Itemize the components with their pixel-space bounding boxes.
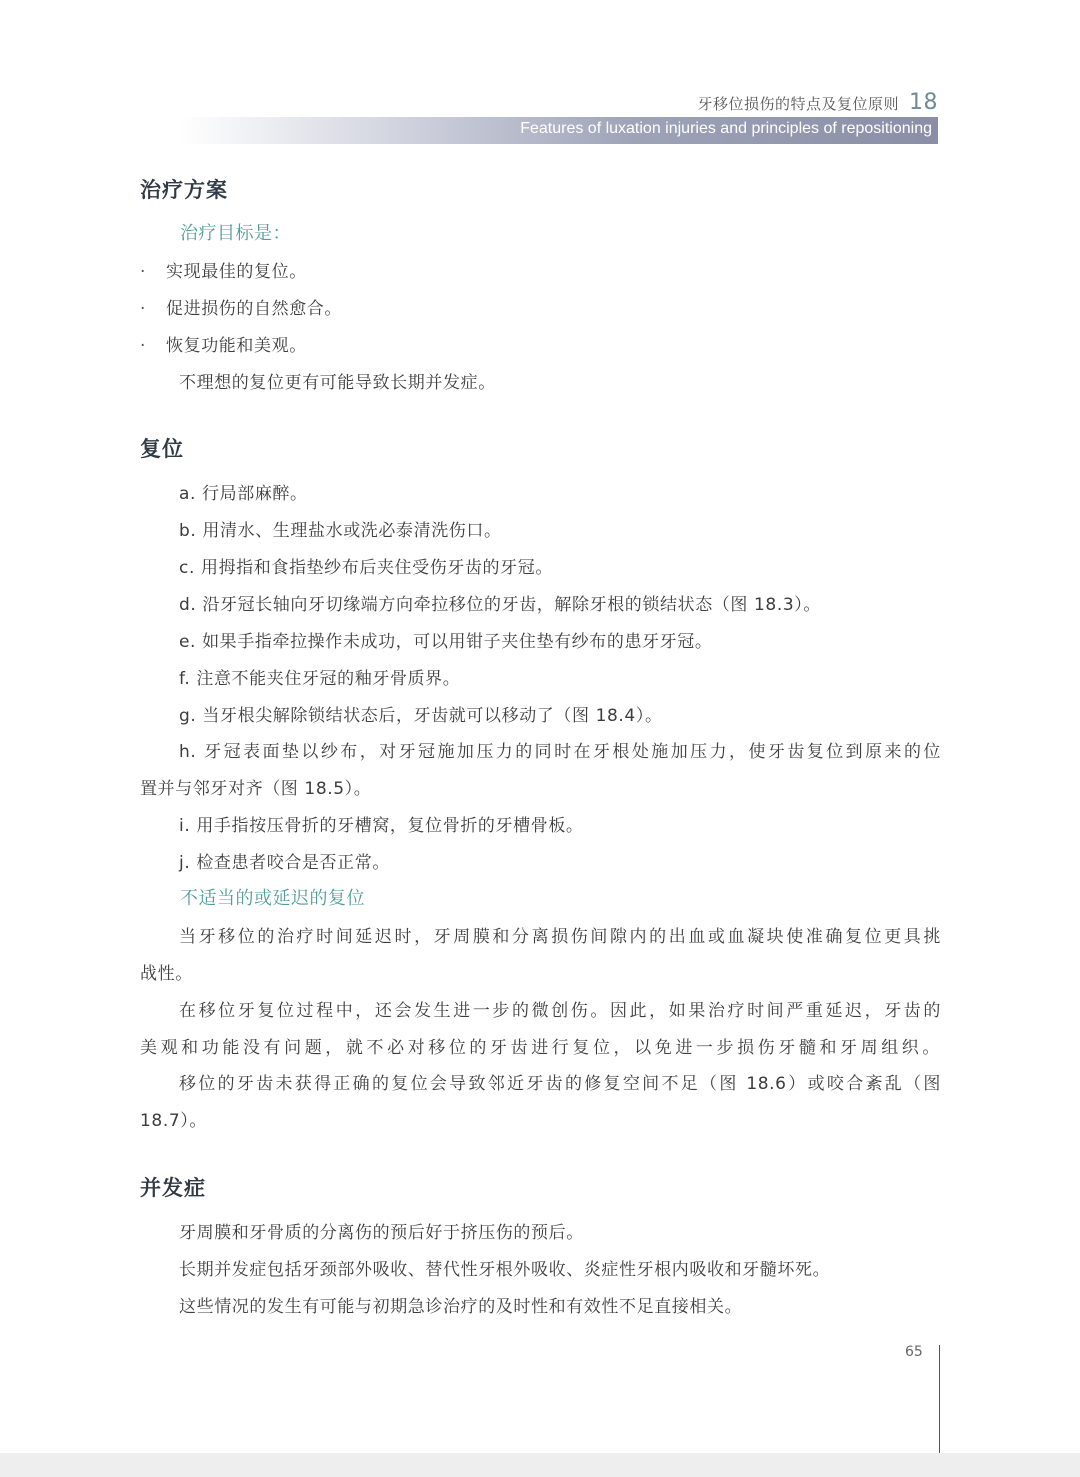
- paragraph-line: 战性。: [140, 964, 193, 984]
- step-b: b. 用清水、生理盐水或洗必泰清洗伤口。: [179, 521, 502, 541]
- viewer-bottom-band: [0, 1453, 1080, 1477]
- step-g: g. 当牙根尖解除锁结状态后，牙齿就可以移动了（图 18.4）。: [179, 706, 663, 726]
- step-e: e. 如果手指牵拉操作未成功，可以用钳子夹住垫有纱布的患牙牙冠。: [179, 632, 713, 652]
- complication-line: 这些情况的发生有可能与初期急诊治疗的及时性和有效性不足直接相关。: [179, 1297, 743, 1317]
- step-i: i. 用手指按压骨折的牙槽窝，复位骨折的牙槽骨板。: [179, 816, 584, 836]
- chapter-title-cn: 牙移位损伤的特点及复位原则: [697, 95, 899, 113]
- chapter-number: 18: [909, 90, 938, 115]
- step-a: a. 行局部麻醉。: [179, 484, 308, 504]
- complication-line: 牙周膜和牙骨质的分离伤的预后好于挤压伤的预后。: [179, 1223, 584, 1243]
- paragraph-line: 在移位牙复位过程中，还会发生进一步的微创伤。因此，如果治疗时间严重延迟，牙齿的: [179, 1001, 941, 1021]
- complication-line: 长期并发症包括牙颈部外吸收、替代性牙根外吸收、炎症性牙根内吸收和牙髓坏死。: [179, 1260, 831, 1280]
- bullet-item: · 恢复功能和美观。: [140, 336, 307, 356]
- bullet-text: 促进损伤的自然愈合。: [166, 299, 342, 319]
- chapter-title-bar: [180, 117, 938, 144]
- section-heading-complications: 并发症: [140, 1176, 206, 1200]
- bullet-item: · 实现最佳的复位。: [140, 262, 307, 282]
- bullet-item: · 促进损伤的自然愈合。: [140, 299, 342, 319]
- page-number: 65: [905, 1344, 923, 1360]
- goal-heading: 治疗目标是：: [180, 223, 291, 244]
- chapter-header: [697, 90, 938, 115]
- treatment-note: 不理想的复位更有可能导致长期并发症。: [179, 373, 496, 393]
- step-h-line1: h. 牙冠表面垫以纱布，对牙冠施加压力的同时在牙根处施加压力，使牙齿复位到原来的位: [179, 742, 941, 762]
- paragraph-line: 美观和功能没有问题，就不必对移位的牙齿进行复位，以免进一步损伤牙髓和牙周组织。: [140, 1038, 940, 1058]
- paragraph-line: 移位的牙齿未获得正确的复位会导致邻近牙齿的修复空间不足（图 18.6）或咬合紊乱（图: [179, 1074, 941, 1094]
- sub-heading-delayed: 不适当的或延迟的复位: [180, 888, 365, 909]
- step-f: f. 注意不能夹住牙冠的釉牙骨质界。: [179, 669, 461, 689]
- step-d: d. 沿牙冠长轴向牙切缘端方向牵拉移位的牙齿，解除牙根的锁结状态（图 18.3）。: [179, 595, 821, 615]
- step-h-line2: 置并与邻牙对齐（图 18.5）。: [140, 779, 372, 799]
- paragraph-line: 当牙移位的治疗时间延迟时，牙周膜和分离损伤间隙内的出血或血凝块使准确复位更具挑: [179, 927, 941, 947]
- bullet-text: 实现最佳的复位。: [166, 262, 307, 282]
- step-c: c. 用拇指和食指垫纱布后夹住受伤牙齿的牙冠。: [179, 558, 553, 578]
- chapter-title-en: Features of luxation injuries and principles of repositioning: [520, 120, 932, 137]
- section-heading-repositioning: 复位: [140, 437, 184, 461]
- step-j: j. 检查患者咬合是否正常。: [179, 853, 390, 873]
- section-heading-treatment: 治疗方案: [140, 178, 228, 202]
- paragraph-line: 18.7）。: [140, 1111, 207, 1131]
- margin-rule: [939, 1345, 940, 1453]
- bullet-text: 恢复功能和美观。: [166, 336, 307, 356]
